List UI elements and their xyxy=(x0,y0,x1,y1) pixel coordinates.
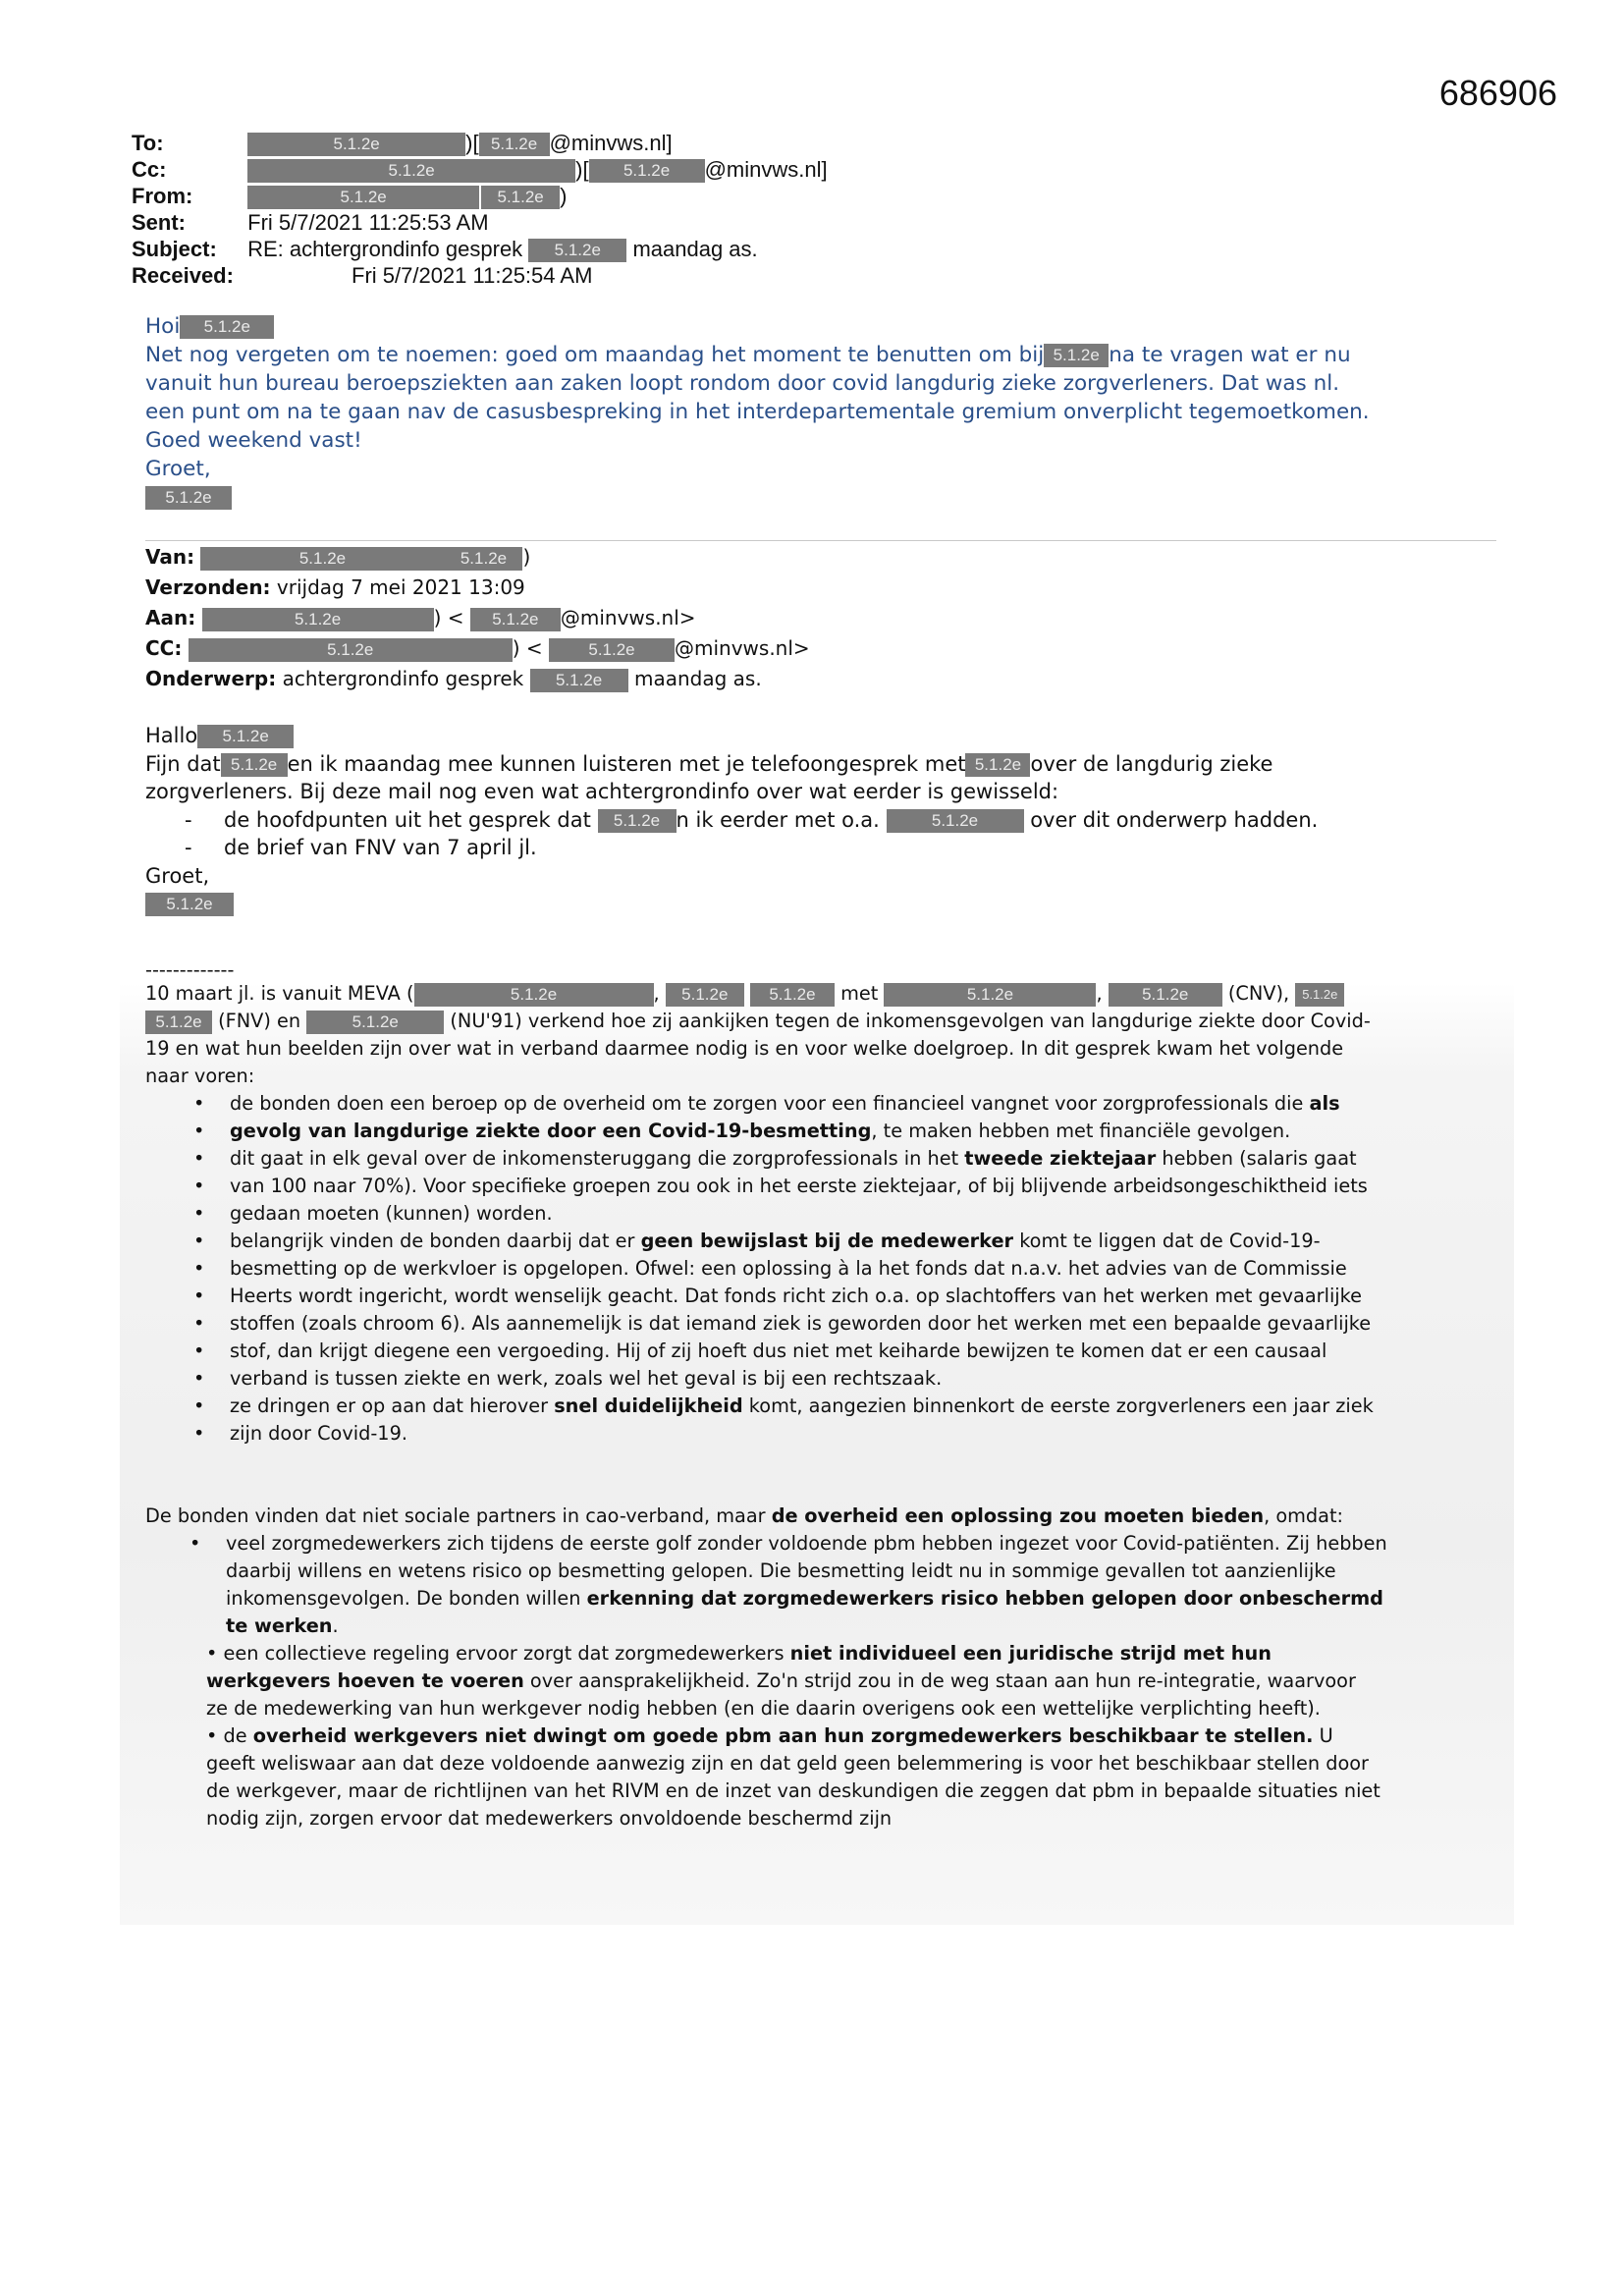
verzonden-row xyxy=(145,573,1510,603)
list-item-continued: • van 100 naar 70%). Voor specifieke groepen zou ook in het eerste ziektejaar, of bij blijvende arbeidsongeschiktheid iets xyxy=(230,1173,1510,1200)
point-line: ze de medewerking van hun werkgever nodig hebben (en die daarin overigens ook een wettelijke verplichting heeft). xyxy=(206,1697,1321,1720)
subject-label: Subject: xyxy=(132,237,217,261)
text: De bonden vinden dat niet sociale partners in cao-verband, maar xyxy=(145,1504,772,1527)
reply-greeting-line xyxy=(145,312,1510,341)
bonden-list xyxy=(145,1530,1510,1640)
redaction: 5.1.2e xyxy=(197,725,294,748)
text: hebben (salaris gaat xyxy=(1156,1147,1357,1170)
redaction: 5.1.2e xyxy=(180,315,274,339)
text-bold: te werken xyxy=(226,1614,333,1637)
text: belangrijk vinden de bonden daarbij dat er xyxy=(230,1230,641,1252)
list-item-continued: • besmetting op de werkvloer is opgelopen. Ofwel: een oplossing à la het fonds dat n.a.v. het advies van de Commissie xyxy=(230,1255,1510,1283)
redaction: 5.1.2e xyxy=(306,1011,444,1034)
aan-row xyxy=(145,603,1510,633)
paren: ) xyxy=(560,184,568,208)
text: komt te liggen dat de Covid-19- xyxy=(1013,1230,1321,1252)
dash-item xyxy=(145,834,1510,862)
redaction: 5.1.2e xyxy=(479,133,550,156)
received-value: Fri 5/7/2021 11:25:54 AM xyxy=(352,263,593,288)
bracket: )[ xyxy=(575,157,589,182)
text-bold: niet individueel een juridische strijd met hun xyxy=(789,1642,1272,1665)
reply-text: Net nog vergeten om te noemen: goed om maandag het moment te benutten om bij xyxy=(145,343,1045,367)
text: komt, aangezien binnenkort de eerste zorgverleners een jaar ziek xyxy=(742,1394,1374,1417)
list-item-continued xyxy=(230,1118,1510,1145)
text: over aansprakelijkheid. Zo'n strijd zou in de weg staan aan hun re-integratie, waarvoor xyxy=(523,1669,1356,1692)
text: en ik maandag mee kunnen luisteren met je telefoongesprek met xyxy=(287,751,966,776)
list-item-continued: • verband is tussen ziekte en werk, zoals wel het geval is bij een rechtszaak. xyxy=(230,1365,1510,1393)
text-bold: tweede ziektejaar xyxy=(964,1147,1157,1170)
meva-list xyxy=(145,1090,1510,1448)
redaction: 5.1.2e xyxy=(549,638,675,662)
redaction: 5.1.2e xyxy=(247,133,465,156)
text: U xyxy=(1313,1724,1333,1747)
original-line xyxy=(145,750,1510,779)
redaction: 5.1.2e xyxy=(189,638,513,662)
redaction: 5.1.2e xyxy=(1295,983,1344,1007)
meva-line: 19 en wat hun beelden zijn over wat in verband daarmee nodig is en voor welke doelgroep. In dit gesprek kwam het volgende xyxy=(145,1037,1344,1060)
verzonden-label: Verzonden: xyxy=(145,575,271,599)
list-item-continued: • Heerts wordt ingericht, wordt wenselijk geacht. Dat fonds richt zich o.a. op slachtoffers van het werken met gevaarlijke xyxy=(230,1283,1510,1310)
point-line xyxy=(206,1667,1510,1695)
redaction: 5.1.2e xyxy=(444,547,522,571)
text: n ik eerder met o.a. xyxy=(676,807,880,832)
onderwerp-label: Onderwerp: xyxy=(145,667,277,690)
redaction: 5.1.2e xyxy=(145,486,232,510)
redaction: 5.1.2e xyxy=(221,753,288,777)
sent-row xyxy=(132,209,828,236)
text: met xyxy=(840,982,879,1005)
text-bold: snel duidelijkheid xyxy=(554,1394,743,1417)
point-line: de werkgever, maar de richtlijnen van het RIVM en de inzet van deskundigen die zeggen dat pbm in bepaalde situaties niet xyxy=(206,1779,1380,1802)
list-item-continued: daarbij willens en wetens risico op besmetting gelopen. Die besmetting leidt nu in sommige gevallen tot aanzienlijke xyxy=(226,1559,1336,1582)
original-body xyxy=(145,722,1510,918)
original-greeting: Hallo xyxy=(145,724,198,747)
bracket: )[ xyxy=(465,131,479,155)
cc-row xyxy=(132,156,828,183)
list-item-continued: • stof, dan krijgt diegene een vergoeding. Hij of zij hoeft dus niet met keiharde bewijzen te komen dat er een causaal xyxy=(230,1338,1510,1365)
redaction: 5.1.2e xyxy=(887,809,1024,833)
onderwerp-prefix: achtergrondinfo gesprek xyxy=(282,667,524,690)
reply-line: Goed weekend vast! xyxy=(145,428,362,453)
divider: ------------- xyxy=(145,958,235,981)
domain: @minvws.nl] xyxy=(549,131,673,155)
redaction: 5.1.2e xyxy=(666,983,744,1007)
text: over de langdurig zieke xyxy=(1030,751,1273,776)
list-item xyxy=(230,1090,1510,1118)
list-item-continued xyxy=(226,1613,1510,1640)
text: • de xyxy=(206,1724,253,1747)
text-bold: als xyxy=(1309,1092,1340,1115)
redaction: 5.1.2e xyxy=(530,669,628,692)
onderwerp-suffix: maandag as. xyxy=(633,667,762,690)
redaction: 5.1.2e xyxy=(200,547,444,571)
aan-label: Aan: xyxy=(145,606,196,629)
text: de brief van FNV van 7 april jl. xyxy=(224,836,537,859)
meva-line xyxy=(145,980,1510,1008)
text: . xyxy=(332,1614,339,1637)
redaction: 5.1.2e xyxy=(965,753,1030,777)
text: (NU'91) verkend hoe zij aankijken tegen de inkomensgevolgen van langdurige ziekte door Covid- xyxy=(450,1010,1371,1032)
point-line xyxy=(206,1722,1510,1750)
text: , xyxy=(653,982,660,1005)
redaction: 5.1.2e xyxy=(884,983,1096,1007)
text: , te maken hebben met financiële gevolgen. xyxy=(871,1120,1291,1142)
text-bold: gevolg van langdurige ziekte door een Covid-19-besmetting xyxy=(230,1120,872,1142)
cc-label: Cc: xyxy=(132,157,167,182)
redaction: 5.1.2e xyxy=(470,608,561,631)
van-row xyxy=(145,542,1510,573)
redaction: 5.1.2e xyxy=(750,983,835,1007)
redaction: 5.1.2e xyxy=(589,159,705,183)
meva-line: naar voren: xyxy=(145,1065,255,1087)
domain: @minvws.nl> xyxy=(675,636,810,660)
point-line: nodig zijn, zorgen ervoor dat medewerkers onvoldoende beschermd zijn xyxy=(206,1807,893,1830)
list-item-continued: • stoffen (zoals chroom 6). Als aannemelijk is dat iemand ziek is geworden door het werken met een bepaalde gevaarlijke xyxy=(230,1310,1510,1338)
point-line xyxy=(206,1640,1510,1667)
text: (FNV) en xyxy=(218,1010,301,1032)
reply-body xyxy=(145,312,1510,512)
list-item: • veel zorgmedewerkers zich tijdens de eerste golf zonder voldoende pbm hebben ingezet voor Covid-patiënten. Zij hebben xyxy=(226,1530,1510,1558)
text: dit gaat in elk geval over de inkomensteruggang die zorgprofessionals in het xyxy=(230,1147,965,1170)
text: ze dringen er op aan dat hierover xyxy=(230,1394,555,1417)
original-closing: Groet, xyxy=(145,863,210,888)
sent-value: Fri 5/7/2021 11:25:53 AM xyxy=(247,210,489,235)
list-item xyxy=(230,1393,1510,1420)
text: Fijn dat xyxy=(145,751,221,776)
dash: - xyxy=(185,836,192,859)
text: inkomensgevolgen. De bonden willen xyxy=(226,1587,587,1610)
text: de bonden doen een beroep op de overheid om te zorgen voor een financieel vangnet voor zorgprofessionals die xyxy=(230,1092,1310,1115)
meva-line xyxy=(145,1008,1510,1035)
received-label: Received: xyxy=(132,263,234,288)
onderwerp-row xyxy=(145,664,1510,694)
redaction: 5.1.2e xyxy=(1109,983,1222,1007)
bonden-section xyxy=(145,1503,1510,1832)
redaction: 5.1.2e xyxy=(598,809,677,833)
text-bold: geen bewijslast bij de medewerker xyxy=(640,1230,1014,1252)
redaction: 5.1.2e xyxy=(247,159,575,183)
paren: ) xyxy=(522,545,531,569)
bonden-points xyxy=(145,1640,1510,1832)
domain: @minvws.nl> xyxy=(560,606,696,629)
verzonden-value: vrijdag 7 mei 2021 13:09 xyxy=(276,575,525,599)
list-item-continued: • gedaan moeten (kunnen) worden. xyxy=(230,1200,1510,1228)
text: 10 maart jl. is vanuit MEVA ( xyxy=(145,982,414,1005)
cc-label: CC: xyxy=(145,636,183,660)
domain: @minvws.nl] xyxy=(704,157,828,182)
text-bold: werkgevers hoeven te voeren xyxy=(206,1669,524,1692)
redaction: 5.1.2e xyxy=(414,983,654,1007)
bracket: ) < xyxy=(512,636,543,660)
reply-greeting: Hoi xyxy=(145,314,181,339)
to-label: To: xyxy=(132,131,164,155)
redaction: 5.1.2e xyxy=(247,186,479,209)
text: de hoofdpunten uit het gesprek dat xyxy=(224,807,591,832)
from-label: From: xyxy=(132,184,193,208)
text-bold: de overheid een oplossing zou moeten bieden xyxy=(771,1504,1265,1527)
list-item-continued: • zijn door Covid-19. xyxy=(230,1420,1510,1448)
van-label: Van: xyxy=(145,545,195,569)
dash: - xyxy=(185,807,192,832)
sent-label: Sent: xyxy=(132,210,186,235)
list-item xyxy=(230,1228,1510,1255)
text: (CNV), xyxy=(1227,982,1290,1005)
redaction: 5.1.2e xyxy=(528,239,626,262)
reply-line: een punt om na te gaan nav de casusbespreking in het interdepartementale gremium onverplicht tegemoetkomen. xyxy=(145,400,1370,424)
reply-line: vanuit hun bureau beroepsziekten aan zaken loopt rondom door covid langdurig zieke zorgverleners. Dat was nl. xyxy=(145,371,1340,396)
to-row xyxy=(132,130,828,156)
text: , xyxy=(1096,982,1103,1005)
reply-closing: Groet, xyxy=(145,457,211,481)
original-signature xyxy=(145,890,1510,918)
forwarded-header xyxy=(145,542,1510,694)
list-item-continued xyxy=(226,1585,1510,1613)
text: over dit onderwerp hadden. xyxy=(1030,807,1319,832)
document-number: 686906 xyxy=(1438,73,1557,113)
subject-suffix: maandag as. xyxy=(632,237,758,261)
received-row xyxy=(132,262,828,289)
separator xyxy=(145,540,1496,541)
original-line: zorgverleners. Bij deze mail nog even wat achtergrondinfo over wat eerder is gewisseld: xyxy=(145,780,1059,803)
meva-section xyxy=(145,960,1510,1448)
text-bold: erkenning dat zorgmedewerkers risico hebben gelopen door onbeschermd xyxy=(586,1587,1383,1610)
reply-text: na te vragen wat er nu xyxy=(1109,343,1351,367)
redaction: 5.1.2e xyxy=(145,893,234,916)
list-item xyxy=(230,1145,1510,1173)
redaction: 5.1.2e xyxy=(481,186,560,209)
reply-line xyxy=(145,341,1510,369)
redaction: 5.1.2e xyxy=(145,1011,212,1034)
subject-row xyxy=(132,236,828,262)
cc-row xyxy=(145,633,1510,664)
redaction: 5.1.2e xyxy=(202,608,434,631)
point-line: geeft weliswaar aan dat deze voldoende aanwezig zijn en dat geld geen belemmering is voor het beschikbaar stellen door xyxy=(206,1752,1369,1775)
subject-prefix: RE: achtergrondinfo gesprek xyxy=(247,237,523,261)
text: , omdat: xyxy=(1264,1504,1344,1527)
text-bold: overheid werkgevers niet dwingt om goede pbm aan hun zorgmedewerkers beschikbaar te stellen. xyxy=(252,1724,1314,1747)
text: • een collectieve regeling ervoor zorgt dat zorgmedewerkers xyxy=(206,1642,790,1665)
original-greeting-line xyxy=(145,722,1510,750)
dash-item xyxy=(145,806,1510,835)
from-row xyxy=(132,183,828,209)
email-header xyxy=(132,130,828,289)
bracket: ) < xyxy=(433,606,464,629)
reply-signature xyxy=(145,483,1510,512)
redaction: 5.1.2e xyxy=(1044,344,1109,367)
bonden-intro xyxy=(145,1503,1510,1530)
